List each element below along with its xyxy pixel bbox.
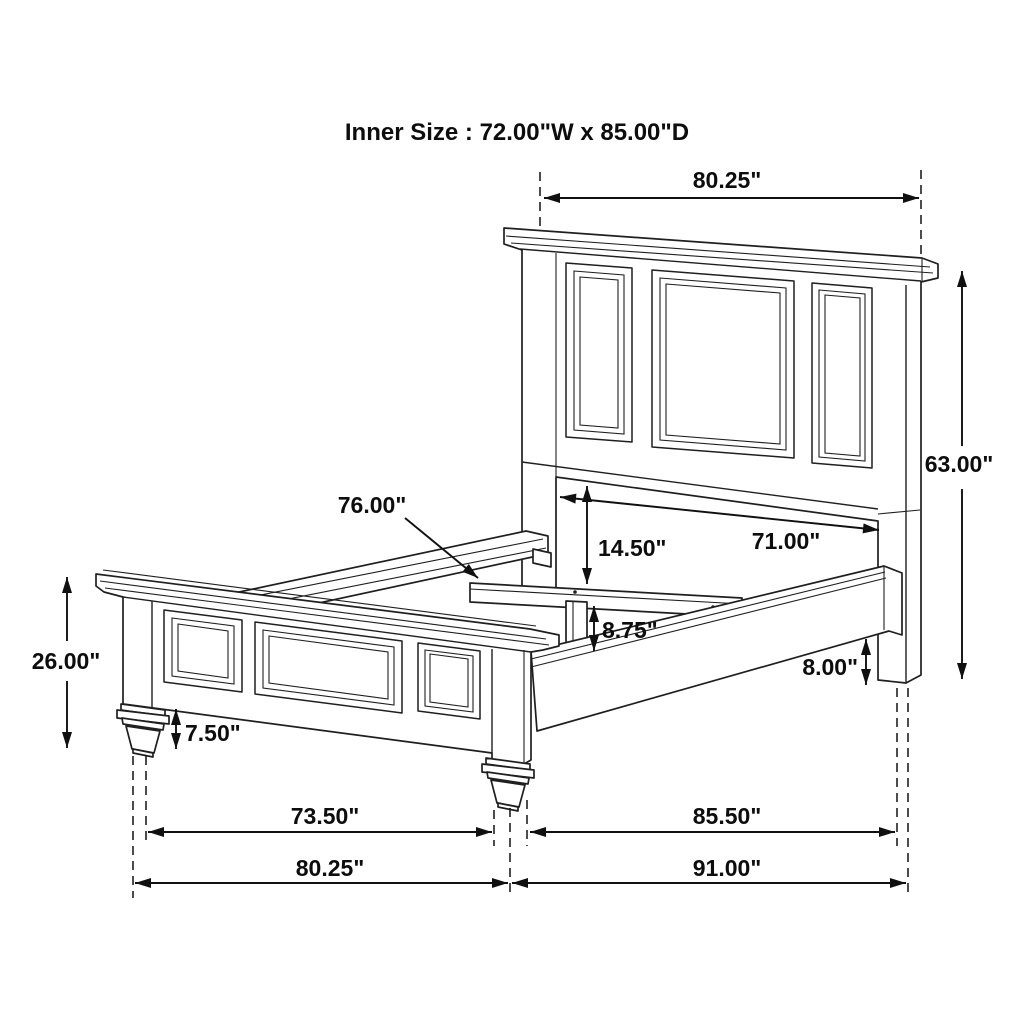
- svg-text:80.25": 80.25": [692, 167, 762, 193]
- dim-footboard-height: [32, 577, 100, 748]
- svg-text:14.50": 14.50": [598, 535, 667, 561]
- svg-text:71.00": 71.00": [751, 528, 821, 554]
- dim-footboard-width: [135, 855, 508, 883]
- svg-text:85.50": 85.50": [692, 803, 762, 829]
- dim-headboard-width: [544, 167, 919, 198]
- svg-text:73.50": 73.50": [290, 803, 360, 829]
- dim-footboard-inner-width: [148, 803, 492, 832]
- dim-overall-length: [512, 855, 906, 883]
- dim-side-rail-length: [530, 803, 895, 832]
- svg-text:80.25": 80.25": [295, 855, 365, 881]
- svg-text:91.00": 91.00": [692, 855, 762, 881]
- svg-text:8.75": 8.75": [602, 617, 658, 643]
- footboard-left-foot: [117, 704, 169, 757]
- svg-text:7.50": 7.50": [185, 720, 241, 746]
- dim-headboard-height: [925, 271, 993, 679]
- footboard-right-foot: [482, 758, 534, 811]
- svg-text:63.00": 63.00": [924, 451, 994, 477]
- svg-text:26.00": 26.00": [31, 648, 101, 674]
- svg-text:76.00": 76.00": [337, 492, 407, 518]
- inner-size-title: Inner Size : 72.00"W x 85.00"D: [344, 119, 690, 146]
- svg-text:8.00": 8.00": [802, 654, 858, 680]
